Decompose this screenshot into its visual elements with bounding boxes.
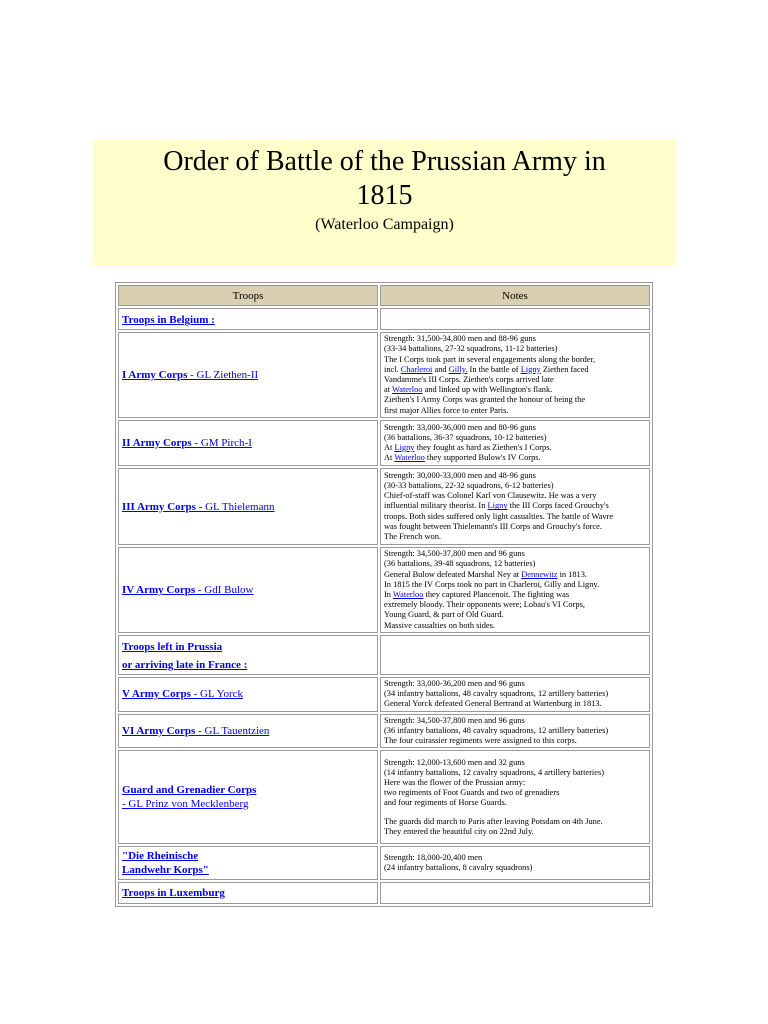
corps-link-v[interactable]: V Army Corps [122, 688, 191, 701]
table-row [118, 750, 650, 844]
notes-cell: Strength: 34,500-37,800 men and 96 guns (36 battalions, 39-48 squadrons, 12 batteries) General Bulow defeated Marshal Ney at Dennewitz in 1813. In 1815 the IV Corps took no part in Charleroi, Gilly and Ligny. In Waterloo they captured Plancenoit. The fighting was extremely bloody. Their opponents were; Lobau's VI Corps, Young Guard, & part of Old Guard. Massive casualties on both sides. [380, 547, 650, 633]
header-row [118, 285, 650, 306]
corps-link-iii[interactable]: III Army Corps [122, 500, 196, 513]
group-cell [118, 308, 378, 330]
troops-in-belgium-link[interactable]: Troops in Belgium : [122, 314, 215, 326]
table-row [118, 677, 650, 712]
notes-cell [380, 882, 650, 904]
notes-cell: Strength: 31,500-34,800 men and 88-96 guns (33-34 battalions, 27-32 squadrons, 11-12 batteries) The I Corps took part in several engagements along the border, incl. Charleroi and Gilly. In the battle of Ligny Ziethen faced Vandamme's III Corps. Ziethen's corps arrived late at Waterloo and linked up with Wellington's flank. Ziethen's I Army Corps was granted the honour of being the first major Allies force to enter Paris. [380, 332, 650, 418]
header-troops: Troops [118, 285, 378, 306]
corps-cell [118, 468, 378, 545]
troops-left-in-prussia-link[interactable]: Troops left in Prussia or arriving late in France : [122, 641, 248, 671]
notes-cell [380, 635, 650, 675]
commander-link-thielemann[interactable]: - GL Thielemann [195, 500, 275, 513]
link-gilly[interactable]: Gilly. [448, 364, 468, 374]
table-row [118, 846, 650, 880]
corps-cell [118, 846, 378, 880]
commander-link-bulow[interactable]: - GdI Bulow [195, 584, 254, 596]
table-row [118, 308, 650, 330]
link-ligny[interactable]: Ligny [487, 501, 508, 511]
link-ligny[interactable]: Ligny [520, 364, 541, 374]
table-row [118, 714, 650, 749]
corps-cell [118, 750, 378, 844]
notes-cell: Strength: 33,000-36,000 men and 80-96 guns (36 battalions, 36-37 squadrons, 10-12 batteries) At Ligny they fought as hard as Ziethen's I Corps. At Waterloo they supported Bulow's IV Corps. [380, 420, 650, 466]
corps-cell [118, 714, 378, 749]
rheinische-landwehr-link[interactable]: "Die Rheinische Landwehr Korps" [122, 850, 209, 877]
table-row [118, 420, 650, 466]
corps-cell [118, 677, 378, 712]
table-row [118, 332, 650, 418]
corps-link-ii[interactable]: II Army Corps [122, 437, 192, 449]
link-waterloo[interactable]: Waterloo [394, 453, 425, 463]
link-waterloo[interactable]: Waterloo [392, 590, 424, 599]
corps-link-vi[interactable]: VI Army Corps [122, 724, 196, 737]
notes-cell [380, 308, 650, 330]
troops-in-luxemburg-link[interactable]: Troops in Luxemburg [122, 887, 225, 900]
corps-cell [118, 547, 378, 633]
notes-cell: Strength: 33,000-36,200 men and 96 guns (34 infantry battalions, 48 cavalry squadrons, 12 artillery batteries) General Yorck defeated General Bertrand at Wartenburg in 1813. [380, 677, 650, 712]
order-of-battle-table [115, 282, 653, 907]
page-subtitle: (Waterloo Campaign) [315, 216, 454, 233]
notes-cell: Strength: 34,500-37,800 men and 96 guns (36 infantry battalions, 48 cavalry squadrons, 12 artillery batteries) The four cuirassier regiments were assigned to this corps. [380, 714, 650, 749]
commander-link-pirch[interactable]: - GM Pirch-I [191, 437, 252, 449]
page-title: Order of Battle of the Prussian Army in 1815 [163, 146, 606, 211]
link-dennewitz[interactable]: Dennewitz [521, 569, 558, 579]
corps-link-i[interactable]: I Army Corps [122, 369, 188, 381]
notes-cell: Strength: 18,000-20,400 men (24 infantry battalions, 8 cavalry squadrons) [380, 846, 650, 880]
commander-link-tauentzien[interactable]: - GL Tauentzien [195, 724, 270, 737]
title-banner [93, 140, 676, 265]
table-row [118, 547, 650, 633]
notes-cell: Strength: 12,000-13,600 men and 32 guns (14 infantry battalions, 12 cavalry squadrons, 4 artillery batteries) Here was the flower of the Prussian army: two regiments of Foot Guards and two of grenadiers and four regiments of Horse Guards. The guards did march to Paris after leaving Potsdam on 4th June. They entered the beautiful city on 22nd July. [380, 750, 650, 844]
group-cell [118, 635, 378, 675]
table-row [118, 468, 650, 545]
commander-link-ziethen[interactable]: - GL Ziethen-II [187, 369, 259, 381]
commander-link-yorck[interactable]: - GL Yorck [190, 688, 244, 701]
header-notes: Notes [380, 285, 650, 306]
corps-link-guard[interactable]: Guard and Grenadier Corps [122, 784, 257, 797]
link-waterloo[interactable]: Waterloo [392, 385, 423, 395]
commander-link-mecklenberg[interactable]: - GL Prinz von Mecklenberg [122, 798, 249, 811]
corps-cell [118, 332, 378, 418]
corps-cell [118, 420, 378, 466]
link-ligny[interactable]: Ligny [394, 443, 415, 452]
corps-link-iv[interactable]: IV Army Corps [122, 584, 196, 596]
link-charleroi[interactable]: Charleroi [400, 364, 433, 374]
notes-cell: Strength: 30,000-33,000 men and 48-96 guns (30-33 battalions, 22-32 squadrons, 6-12 batteries) Chief-of-staff was Colonel Karl von Clausewitz. He was a very influential military theorist. In Ligny the III Corps faced Grouchy's troops. Both sides suffered only light casualties. The battle of Wavre was fought between Thielemann's III Corps and Grouchy's force. The French won. [380, 468, 650, 545]
table-row [118, 635, 650, 675]
spacer [384, 809, 646, 817]
table-row [118, 882, 650, 904]
corps-cell [118, 882, 378, 904]
